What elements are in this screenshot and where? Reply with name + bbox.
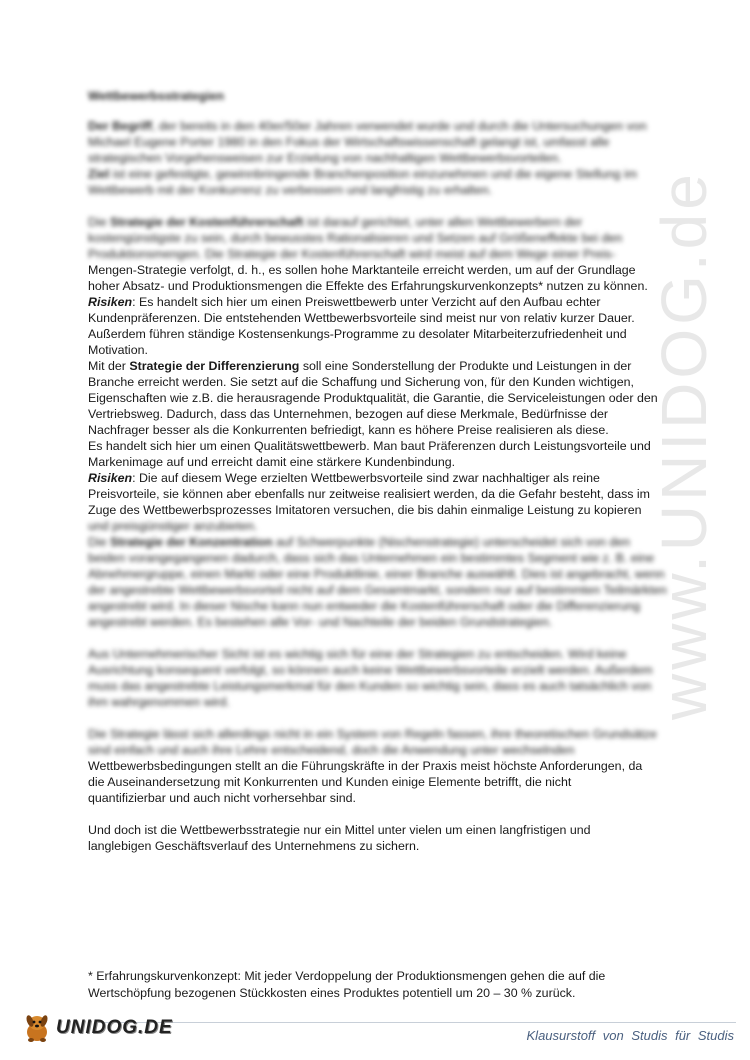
kosten-section [88,214,668,358]
differenzierung-blurred-tail: und preisgünstiger anzubieten. [88,519,258,533]
system-line-2: die Auseinandersetzung mit Konkurrenten und Kunden einige Elemente betrifft, die nicht [88,775,572,789]
sicht-paragraph: Aus Unternehmerischer Sicht ist es wichtig sich für eine der Strategien zu entscheiden. Wird keine Ausrichtung konsequent verfolgt, so können auch keine Wettbewerbsvorteile erzielt werden. Außerdem muss das angestrebte Leistungsmerkmal für den Kunden so wichtig sein, dass es auch tatsächlich von ihm wahrgenommen wird. [88,647,653,709]
schluss-section [88,822,668,854]
footer-divider [96,1022,736,1023]
intro-paragraph [88,118,668,198]
kosten-label: Strategie der Kostenführerschaft [110,215,304,229]
kosten-blurred-intro: Die Strategie der Kostenführerschaft ist darauf gerichtet, unter allen Wettbewerbern der kostengünstigste zu sein, durch bewusstes Rationalisieren und Setzen auf Größeneffekte bei den Produktionsmengen. Die Strategie der Kostenführerschaft wird meist auf dem Wege einer Preis- [88,215,623,261]
footnote [88,968,648,1002]
kosten-risk-text: : Es handelt sich hier um einen Preiswettbewerb unter Verzicht auf den Aufbau echter Kundenpräferenzen. Die entstehenden Wettbewerbsvorteile sind meist nur von relativ kurzer Dauer. Außerdem führen ständige Kostensenkungs-Programme zu desolater Mitarbeiterzufriedenheit und Motivation. [88,295,635,357]
schluss-line-2: langlebigen Geschäftsverlauf des Unternehmens zu sichern. [88,839,420,853]
system-line-1: Wettbewerbsbedingungen stellt an die Führungskräfte in der Praxis meist höchste Anforderungen, da [88,759,643,773]
kosten-line-2: hoher Absatz- und Produktionsmengen die Effekte des Erfahrungskurvenkonzepts* nutzen zu können. [88,279,648,293]
footnote-line-1: * Erfahrungskurvenkonzept: Mit jeder Verdoppelung der Produktionsmengen gehen die auf die [88,969,606,983]
differenzierung-risks [88,470,668,518]
differenzierung-risk-label: Risiken [88,471,133,485]
dog-icon [22,1012,52,1044]
konzentration-label: Strategie der Konzentration [110,535,273,549]
konzentration-section: Die Strategie der Konzentration auf Schwerpunkte (Nischenstrategie) unterscheidet sich von den beiden vorangegangenen dadurch, dass sich das Unternehmen ein bestimmtes Segment wie z. B. eine Abnehmergruppe, einen Markt oder eine Produktlinie, einer Branche auswählt. Dies ist angebracht, wenn der angestrebte Wettbewerbsvorteil nicht auf dem Gesamtmarkt, sondern nur auf bestimmten Teilmärkten angestrebt wird. In dieser Nische kann nun entweder die Kostenführerschaft oder die Differenzierung angestrebt werden. Es bestehen alle Vor- und Nachteile der beiden Grundstrategien. [88,535,667,629]
unidog-logo [22,1012,173,1044]
system-section [88,726,668,806]
differenzierung-section: Mit der Strategie der Differenzierung soll eine Sonderstellung der Produkte und Leistungen in der Branche erreicht werden. Sie setzt auf die Schaffung und Sicherung von, für den Kunden wichtigen, Eigenschaften wie z.B. die herausragende Produktqualität, die Garantie, die Serviceleistungen oder den Vertriebsweg. Dadurch, dass das Unternehmen, bezogen auf diese Merkmale, Bedürfnisse der Nachfrager besser als die Konkurrenten befriedigt, kann es höhere Preise realisieren als diese. Es handelt sich hier um einen Qualitätswettbewerb. Man baut Präferenzen durch Leistungsvorteile und Markenimage auf und erreicht damit eine stärkere Kundenbindung. Risiken: Die auf diesem Wege erzielten Wettbewerbsvorteile sind zwar nachhaltiger als reine Preisvorteile, sie können aber ebenfalls nur zeitweise realisiert werden, da die Gefahr besteht, dass im Zuge des Wettbewerbsprozesses Imitatoren versuchen, die bis dahin einmalige Leistung zu kopieren und preisgünstiger anzubieten. [88,358,668,534]
ziel-text: ist eine gefestigte, gewinnbringende Branchenposition einzunehmen und die eigene Stellung im Wettbewerb mit der Konkurrenz zu verbessern und langfristig zu erhalten. [88,167,638,197]
begriff-label: Der Begriff [88,119,153,133]
watermark: www.UNIDOG.de [648,170,720,720]
slogan: Klausurstoff von Studis für Studis [526,1028,734,1043]
logo-text: UNIDOG.DE [56,1017,173,1038]
kosten-line-1: Mengen-Strategie verfolgt, d. h., es sollen hohe Marktanteile erreicht werden, um auf der Grundlage [88,263,636,277]
kosten-risk-label: Risiken [88,295,133,309]
document-body [88,88,668,854]
differenzierung-text: soll eine Sonderstellung der Produkte und Leistungen in der Branche erreicht werden. Sie setzt auf die Schaffung und Sicherung von, für den Kunden wichtigen, Eigenschaften wie z.B. die herausragende Produktqualität, die Garantie, die Serviceleistungen oder den Vertriebsweg. Dadurch, dass das Unternehmen, bezogen auf diese Merkmale, Bedürfnisse der Nachfrager besser als die Konkurrenten befriedigt, kann es höhere Preise realisieren als diese. [88,359,658,437]
document-heading: Wettbewerbsstrategien [88,89,225,103]
differenzierung-label: Strategie der Differenzierung [129,359,300,373]
footnote-line-2: Wertschöpfung bezogenen Stückkosten eines Produktes potentiell um 20 – 30 % zurück. [88,986,576,1000]
konzentration-text: auf Schwerpunkte (Nischenstrategie) unterscheidet sich von den beiden vorangegangenen dadurch, dass sich das Unternehmen ein bestimmtes Segment wie z. B. eine Abnehmergruppe, einen Markt oder eine Produktlinie, einer Branche auswählt. Dies ist angebracht, wenn der angestrebte Wettbewerbsvorteil nicht auf dem Gesamtmarkt, sondern nur auf bestimmten Teilmärkten angestrebt wird. In dieser Nische kann nun entweder die Kostenführerschaft oder die Differenzierung angestrebt werden. Es bestehen alle Vor- und Nachteile der beiden Grundstrategien. [88,535,667,629]
schluss-line-1: Und doch ist die Wettbewerbsstrategie nur ein Mittel unter vielen um einen langfristigen und [88,823,591,837]
differenzierung-text-2: Es handelt sich hier um einen Qualitätswettbewerb. Man baut Präferenzen durch Leistungsvorteile und Markenimage auf und erreicht damit eine stärkere Kundenbindung. [88,439,651,469]
ziel-label: Ziel [88,167,110,181]
system-blurred-text: Die Strategie lässt sich allerdings nicht in ein System von Regeln fassen, ihre theoretischen Grundsätze sind einfach und auch ihre Lehre entscheidend, doch die Anwendung unter wechselnden [88,727,657,757]
begriff-text: , der bereits in den 40er/50er Jahren verwendet wurde und durch die Untersuchungen von Michael Eugene Porter 1980 in den Fokus der Wirtschaftswissenschaft gelangt ist, umfasst alle strategischen Vorgehensweisen zur Erzielung von nachhaltigen Wettbewerbsvorteilen. [88,119,647,165]
system-line-3: quantifizierbar und auch nicht vorhersehbar sind. [88,791,356,805]
differenzierung-risk-text: : Die auf diesem Wege erzielten Wettbewerbsvorteile sind zwar nachhaltiger als reine Preisvorteile, sie können aber ebenfalls nur zeitweise realisiert werden, da die Gefahr besteht, dass im Zuge des Wettbewerbsprozesses Imitatoren versuchen, die bis dahin einmalige Leistung zu kopieren [88,471,651,517]
kosten-risks [88,294,668,358]
